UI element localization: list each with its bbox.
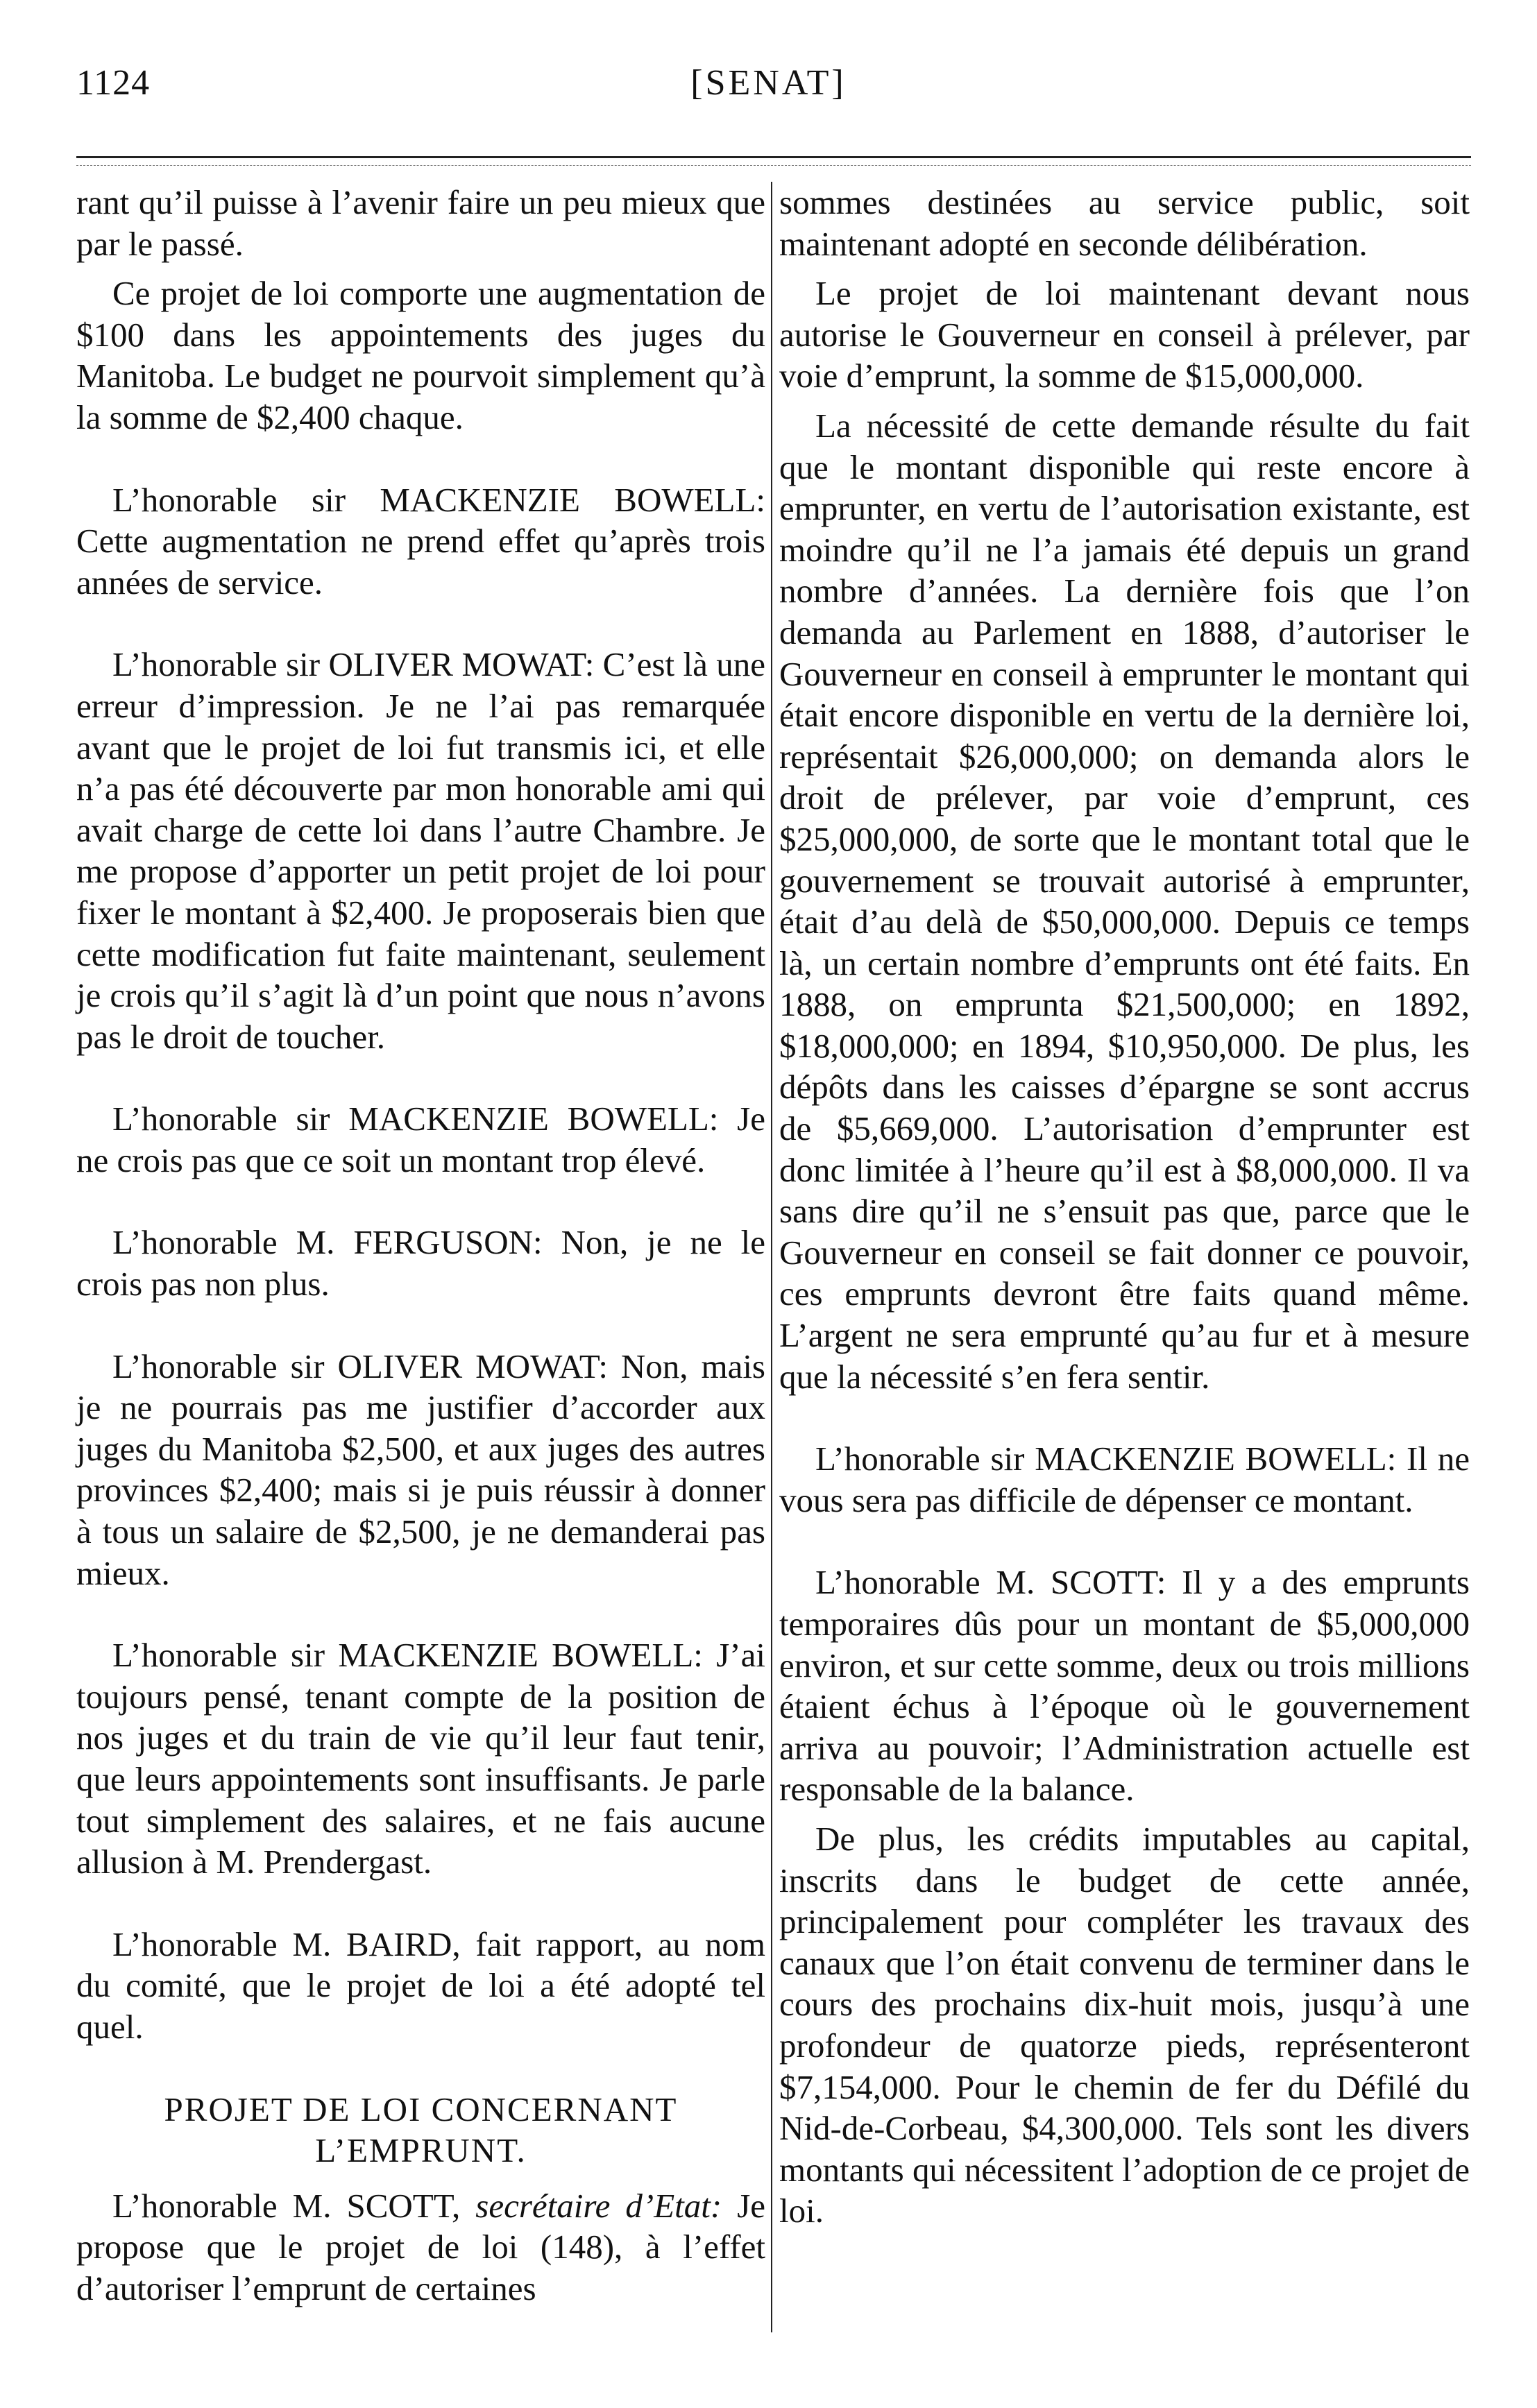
paragraph: L’honorable sir MACKENZIE BOWELL: Je ne crois pas que ce soit un montant trop élevé. [76,1100,765,1179]
paragraph: sommes destinées au service public, soit maintenant adopté en seconde délibération. [779,183,1470,263]
paragraph: L’honorable sir MACKENZIE BOWELL: Il ne vous sera pas difficile de dépenser ce montant. [779,1440,1470,1519]
running-head: [SENAT] [690,63,847,103]
paragraph: Ce projet de loi comporte une augmentation de $100 dans les appointements des juges du Manitoba. Le budget ne pourvoit simplement qu’à la somme de $2,400 chaque. [76,274,765,436]
section-heading-line: L’EMPRUNT. [315,2131,527,2170]
paragraph: L’honorable M. SCOTT: Il y a des emprunts temporaires dûs pour un montant de $5,000,000 environ, et sur cette somme, deux ou trois millions étaient échus à l’époque où le gouvernement arriva au pouvoir; l’Administration actuelle est responsable de la balance. [779,1563,1470,1809]
section-heading-line: PROJET DE LOI CONCERNANT [164,2090,678,2128]
paragraph: L’honorable M. BAIRD, fait rapport, au nom du comité, que le projet de loi a été adopté tel quel. [76,1924,765,2046]
paragraph: Le projet de loi maintenant devant nous autorise le Gouverneur en conseil à prélever, par voie d’emprunt, la somme de $15,000,000. [779,274,1470,395]
header-rule [76,156,1471,158]
paragraph-text: Je propose que le projet de loi (148), à l’effet d’autoriser l’emprunt de certaines [76,2186,766,2307]
speaker-title: secrétaire d’Etat: [475,2186,722,2225]
paragraph: La nécessité de cette demande résulte du fait que le montant disponible qui reste encore à emprunter, en vertu de l’autorisation existante, est moindre qu’il ne l’a jamais été depuis un grand nombre d’années. La dernière fois que l’on demanda au Parlement en 1888, d’autoriser le Gouverneur en conseil à emprunter le montant qui était encore disponible en vertu de la dernière loi, représentait $26,000,000; on demanda alors le droit de prélever, par voie d’emprunt, ces $25,000,000, de sorte que le montant total que le gouvernement se trouvait autorisé à emprunter, était d’au delà de $50,000,000. Depuis ce temps là, un certain nombre d’emprunts ont été faits. En 1888, on emprunta $21,500,000; en 1892, $18,000,000; en 1894, $10,950,000. De plus, les dépôts dans les caisses d’épargne se sont accrus de $5,669,000. L’autorisation d’emprunter est donc limitée à l’heure qu’il est à $8,000,000. Il va sans dire qu’il ne s’ensuit pas que, parce que le Gouverneur en conseil se fait donner ce pouvoir, ces emprunts devront être faits quand même. L’argent ne sera emprunté qu’au fur et à mesure que la nécessité s’en fera sentir. [779,406,1470,1396]
paragraph: L’honorable sir OLIVER MOWAT: C’est là une erreur d’impression. Je ne l’ai pas remarquée avant que le projet de loi fut transmis ici, et elle n’a pas été découverte par mon honorable ami qui avait charge de cette loi dans l’autre Chambre. Je me propose d’apporter un petit projet de loi pour fixer le montant à $2,400. Je proposerais bien que cette modification fut faite maintenant, seulement je crois qu’il s’agit là d’un point que nous n’avons pas le droit de toucher. [76,645,765,1056]
paragraph: L’honorable sir MACKENZIE BOWELL: Cette augmentation ne prend effet qu’après trois années de service. [76,480,765,601]
page-number: 1124 [76,63,151,103]
paragraph [76,2185,765,2309]
paragraph: rant qu’il puisse à l’avenir faire un peu mieux que par le passé. [76,183,765,263]
paragraph: L’honorable sir OLIVER MOWAT: Non, mais je ne pourrais pas me justifier d’accorder aux juges du Manitoba $2,500, et aux juges des autres provinces $2,400; mais si je puis réussir à donner à tous un salaire de $2,500, je ne demanderai pas mieux. [76,1347,765,1592]
section-heading [76,2089,765,2171]
paragraph: L’honorable sir MACKENZIE BOWELL: J’ai toujours pensé, tenant compte de la position de nos juges et du train de vie qu’il leur faut tenir, que leurs appointements sont insuffisants. Je parle tout simplement des salaires, et ne fais aucune allusion à M. Prendergast. [76,1636,765,1881]
paragraph: L’honorable M. FERGUSON: Non, je ne le crois pas non plus. [76,1223,765,1304]
header-rule-dashed [76,165,1471,166]
page-header [76,62,1461,118]
speaker: L’honorable M. SCOTT, [112,2186,461,2225]
paragraph: De plus, les crédits imputables au capital, inscrits dans le budget de cette année, principalement pour compléter les travaux des canaux que l’on était convenu de terminer dans le cours des prochains dix-huit mois, jusqu’à une profondeur de quatorze pieds, représenteront $7,154,000. Pour le chemin de fer du Défilé du Nid-de-Corbeau, $4,300,000. Tels sont les divers montants qui nécessitent l’adoption de ce projet de loi. [779,1819,1470,2230]
left-column [76,182,765,2309]
right-column [779,182,1470,2232]
column-divider [771,182,772,2332]
